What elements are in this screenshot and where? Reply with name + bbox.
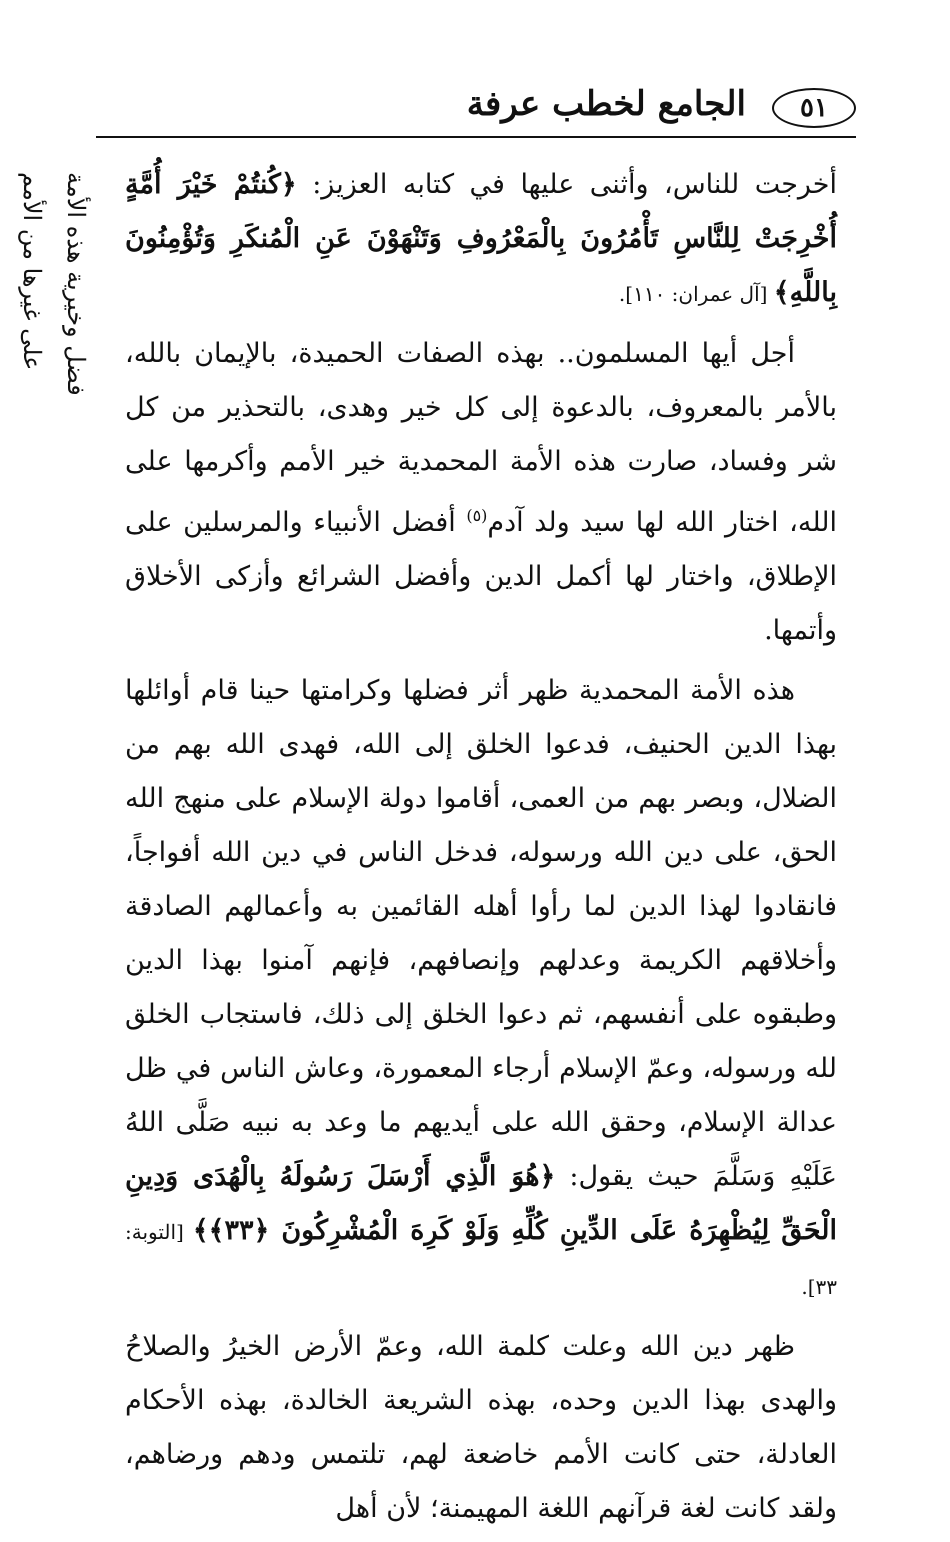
book-title: الجامع لخطب عرفة bbox=[466, 84, 746, 124]
footnote-marker: (٥) bbox=[466, 506, 488, 525]
page-header bbox=[96, 82, 856, 138]
header-rule bbox=[96, 136, 856, 138]
verse-reference: [التوبة: ٣٣]. bbox=[125, 1220, 837, 1299]
paragraph-text: أخرجت للناس، وأثنى عليها في كتابه العزيز: bbox=[296, 169, 837, 200]
margin-note bbox=[0, 172, 118, 562]
paragraph-4 bbox=[125, 1320, 837, 1536]
quran-verse: ﴿هُوَ الَّذِي أَرْسَلَ رَسُولَهُ بِالْهُدَى وَدِينِ الْحَقِّ لِيُظْهِرَهُ عَلَى الدِّينِ كُلِّهِ وَلَوْ كَرِهَ الْمُشْرِكُونَ ﴿٣٣﴾﴾ bbox=[125, 1161, 837, 1246]
paragraph-text: ظهر دين الله وعلت كلمة الله، وعمّ الأرض الخيرُ والصلاحُ والهدى بهذا الدين وحده، بهذه الشريعة الخالدة، بهذه الأحكام العادلة، حتى كانت الأمم خاضعة لهم، تلتمس ودهم ورضاهم، ولقد كانت لغة قرآنهم اللغة المهيمنة؛ لأن أهل bbox=[125, 1331, 837, 1524]
verse-reference: [آل عمران: ١١٠]. bbox=[618, 282, 774, 306]
margin-note-line2: على غيرها من الأمم bbox=[18, 172, 46, 371]
paragraph-text: هذه الأمة المحمدية ظهر أثر فضلها وكرامتها حينا قام أوائلها بهذا الدين الحنيف، فدعوا الخلق إلى الله، فهدى الله بهم من الضلال، وبصر بهم من العمى، أقاموا دولة الإسلام على منهج الله الحق، على دين الله ورسوله، فدخل الناس في دين الله أفواجاً، فانقادوا لهذا الدين لما رأوا أهله القائمين به وأعمالهم الصادقة وأخلاقهم الكريمة وعدلهم وإنصافهم، فإنهم آمنوا بهذا الدين وطبقوه على أنفسهم، ثم دعوا الخلق إلى ذلك، فاستجاب الخلق لله ورسوله، وعمّ الإسلام أرجاء المعمورة، وعاش الناس في ظل عدالة الإسلام، وحقق الله على أيديهم ما وعد به نبيه صَلَّى اللهُ عَلَيْهِ وَسَلَّمَ حيث يقول: bbox=[125, 675, 838, 1192]
page-number: ٥١ bbox=[772, 88, 856, 128]
paragraph-1 bbox=[125, 158, 837, 321]
paragraph-3 bbox=[125, 664, 837, 1314]
margin-note-line1: فضل وخيرية هذه الأمة bbox=[62, 172, 90, 396]
paragraph-2 bbox=[125, 327, 837, 658]
paragraph-text-continued: أفضل الأنبياء والمرسلين على الإطلاق، واختار لها أكمل الدين وأفضل الشرائع وأزكى الأخلاق وأتمها. bbox=[125, 507, 837, 646]
quran-verse: ﴿كُنتُمْ خَيْرَ أُمَّةٍ أُخْرِجَتْ لِلنَّاسِ تَأْمُرُونَ بِالْمَعْرُوفِ وَتَنْهَوْنَ عَنِ الْمُنكَرِ وَتُؤْمِنُونَ بِاللَّهِ﴾ bbox=[125, 169, 837, 308]
paragraph-text: أجل أيها المسلمون.. بهذه الصفات الحميدة، بالإيمان بالله، بالأمر بالمعروف، بالدعوة إلى كل خير وهدى، بالتحذير من كل شر وفساد، صارت هذه الأمة المحمدية خير الأمم وأكرمها على الله، اختار الله لها سيد ولد آدم bbox=[125, 338, 837, 538]
page-body bbox=[125, 158, 837, 1542]
